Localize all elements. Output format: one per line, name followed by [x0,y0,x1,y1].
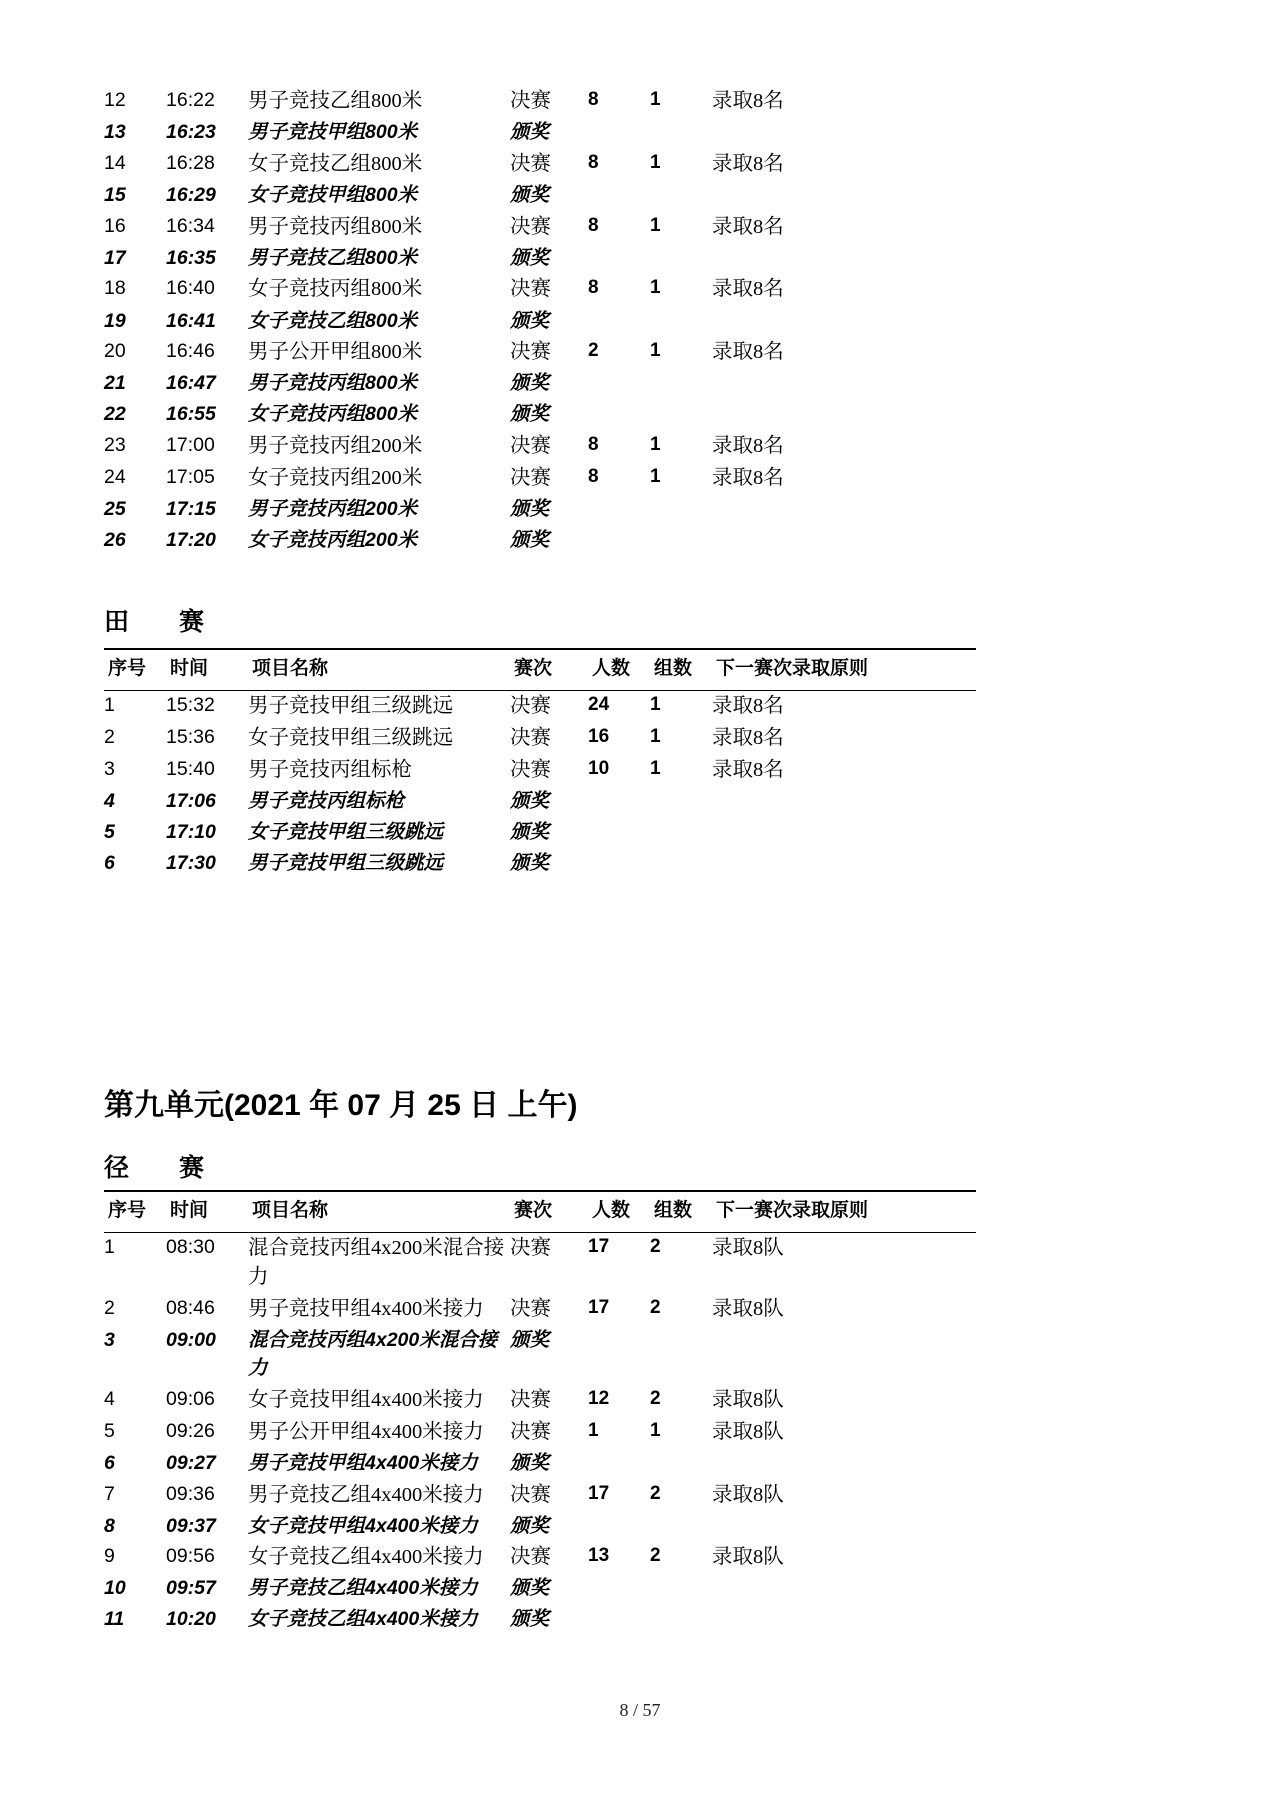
table-row [104,1512,962,1543]
row-group-count [650,1326,712,1384]
row-number: 26 [104,528,126,551]
row-number: 21 [104,372,126,395]
table-row [104,1385,962,1417]
row-round: 颁奖 [510,372,550,395]
row-round: 决赛 [510,1388,551,1411]
row-number: 16 [104,214,126,237]
row-event-name: 男子竞技甲组800米 [248,121,418,144]
column-header-no: 序号 [108,1200,147,1221]
column-header-people: 人数 [592,1200,631,1221]
row-round: 决赛 [510,152,551,175]
row-event-name: 男子竞技乙组4x400米接力 [248,1483,484,1506]
row-people-count: 8 [588,151,599,173]
row-people-count: 17 [588,1482,610,1504]
row-people-count [588,400,650,431]
row-round: 决赛 [510,1236,551,1259]
table-body [104,86,962,556]
row-qualification-rule [712,369,962,400]
row-event-name: 女子竞技丙组800米 [248,278,423,301]
row-event-name: 女子竞技丙组200米 [248,528,418,551]
row-round: 决赛 [510,727,551,750]
row-number: 6 [104,851,115,874]
row-group-count: 2 [650,1545,661,1567]
row-qualification-rule: 录取8队 [712,1546,784,1569]
row-round: 颁奖 [510,528,550,551]
row-qualification-rule: 录取8队 [712,1298,784,1321]
table-row [104,212,962,244]
row-qualification-rule [712,400,962,431]
row-time: 17:06 [166,790,216,813]
row-number: 7 [104,1482,115,1505]
table-row [104,787,962,818]
row-group-count: 1 [650,726,661,748]
row-people-count: 17 [588,1235,610,1257]
column-header-time: 时间 [170,1200,209,1221]
schedule-table-body [104,691,962,879]
row-group-count: 1 [650,693,661,715]
table-row [104,118,962,149]
table-header [104,650,966,690]
row-group-count [650,849,712,880]
table-body [104,1233,962,1636]
table-row [104,337,962,369]
row-people-count [588,1605,650,1636]
row-people-count [588,1574,650,1605]
table-row [104,431,962,463]
field-events-table [104,648,976,879]
row-group-count [650,369,712,400]
row-number: 10 [104,1577,126,1600]
row-event-name: 女子竞技甲组4x400米接力 [248,1388,484,1411]
row-time: 16:41 [166,309,216,332]
row-time: 16:47 [166,372,216,395]
row-people-count: 10 [588,758,610,780]
row-group-count [650,181,712,212]
row-number: 18 [104,277,126,300]
track-events-heading-block [104,1148,204,1184]
row-number: 14 [104,151,126,174]
row-people-count [588,495,650,526]
row-people-count [588,307,650,338]
row-group-count: 2 [650,1387,661,1409]
row-round: 颁奖 [510,1329,550,1352]
row-number: 4 [104,1387,115,1410]
field-events-heading: 田 赛 [104,608,205,636]
row-number: 11 [104,1608,125,1631]
column-header-rule: 下一赛次录取原则 [716,658,869,679]
table-row [104,1449,962,1480]
table-row [104,1294,962,1326]
row-people-count [588,118,650,149]
row-number: 24 [104,465,126,488]
row-number: 5 [104,1419,115,1442]
row-event-name: 混合竞技丙组4x200米混合接力 [248,1236,505,1289]
row-round: 颁奖 [510,121,550,144]
row-number: 15 [104,183,126,206]
row-qualification-rule: 录取8队 [712,1388,784,1411]
row-group-count: 1 [650,433,661,455]
row-number: 8 [104,1514,115,1537]
row-round: 决赛 [510,1483,551,1506]
row-round: 决赛 [510,215,551,238]
table-row [104,1326,962,1384]
row-round: 颁奖 [510,1577,550,1600]
row-qualification-rule: 录取8名 [712,694,784,717]
row-time: 16:28 [166,151,215,174]
row-people-count: 24 [588,693,610,715]
row-number: 2 [104,1297,115,1320]
row-time: 16:46 [166,340,215,363]
table-row [104,244,962,275]
row-time: 16:34 [166,214,215,237]
row-time: 17:30 [166,851,216,874]
row-qualification-rule: 录取8名 [712,215,784,238]
table-row [104,818,962,849]
row-event-name: 男子竞技甲组三级跳远 [248,694,453,717]
row-people-count: 12 [588,1387,610,1409]
row-event-name: 男子竞技丙组标枪 [248,759,412,782]
row-qualification-rule: 录取8队 [712,1236,784,1259]
row-qualification-rule [712,118,962,149]
row-time: 16:22 [166,89,215,111]
table-row [104,495,962,526]
row-qualification-rule: 录取8名 [712,278,784,301]
row-group-count: 1 [650,340,661,362]
page-footer [0,1700,1280,1721]
row-event-name: 女子竞技甲组三级跳远 [248,820,444,843]
row-people-count: 16 [588,726,610,748]
table-row [104,307,962,338]
table-row [104,1480,962,1512]
row-people-count: 2 [588,340,599,362]
table-row [104,369,962,400]
table-row [104,1605,962,1636]
row-people-count [588,1326,650,1384]
row-event-name: 女子竞技甲组4x400米接力 [248,1514,478,1537]
row-time: 09:27 [166,1451,216,1474]
schedule-table [104,1192,966,1232]
row-qualification-rule [712,244,962,275]
row-group-count: 1 [650,214,661,236]
row-event-name: 混合竞技丙组4x200米混合接力 [248,1329,498,1379]
row-number: 9 [104,1545,115,1568]
table-header [104,1192,966,1232]
column-header-groups: 组数 [654,658,693,679]
row-number: 2 [104,726,115,749]
row-group-count: 1 [650,465,661,487]
row-time: 15:40 [166,758,215,781]
row-qualification-rule: 录取8名 [712,759,784,782]
row-event-name: 男子竞技乙组800米 [248,246,418,269]
table-row [104,1417,962,1449]
row-people-count [588,1512,650,1543]
unit-title-block [104,1080,577,1124]
row-round: 决赛 [510,466,551,489]
row-people-count [588,849,650,880]
row-group-count: 1 [650,277,661,299]
row-group-count [650,400,712,431]
row-event-name: 女子竞技乙组800米 [248,152,423,175]
row-people-count [588,1449,650,1480]
row-people-count: 8 [588,433,599,455]
row-event-name: 男子竞技丙组标枪 [248,790,405,813]
row-number: 19 [104,309,126,332]
row-group-count [650,787,712,818]
row-event-name: 女子竞技乙组4x400米接力 [248,1546,484,1569]
table-header-row [104,1192,966,1232]
row-qualification-rule [712,495,962,526]
row-group-count [650,495,712,526]
row-qualification-rule [712,526,962,557]
row-people-count [588,818,650,849]
row-qualification-rule: 录取8名 [712,727,784,750]
row-group-count [650,1574,712,1605]
field-events-heading-block [104,602,204,638]
row-time: 08:30 [166,1235,215,1258]
row-event-name: 女子竞技乙组4x400米接力 [248,1608,478,1631]
row-event-name: 女子竞技甲组三级跳远 [248,727,453,750]
row-round: 颁奖 [510,790,550,813]
column-header-rule: 下一赛次录取原则 [716,1200,869,1221]
row-qualification-rule [712,1574,962,1605]
row-number: 6 [104,1451,115,1474]
row-round: 颁奖 [510,497,550,520]
track-events-table-continued [104,86,962,556]
row-qualification-rule [712,1326,962,1384]
row-people-count: 8 [588,465,599,487]
track-events-heading: 径 赛 [104,1154,205,1182]
row-qualification-rule: 录取8名 [712,466,784,489]
track-events-table [104,1190,976,1636]
table-row [104,86,962,118]
row-round: 颁奖 [510,1451,550,1474]
row-event-name: 女子竞技乙组800米 [248,309,418,332]
row-qualification-rule [712,787,962,818]
row-event-name: 男子竞技丙组200米 [248,434,423,457]
table-body [104,691,962,879]
table-header-row [104,650,966,690]
row-group-count [650,526,712,557]
row-time: 09:36 [166,1482,215,1505]
row-time: 09:37 [166,1514,216,1537]
column-header-round: 赛次 [514,1200,553,1221]
row-round: 颁奖 [510,820,550,843]
row-people-count [588,787,650,818]
row-group-count [650,118,712,149]
column-header-name: 项目名称 [252,1200,329,1221]
row-event-name: 男子竞技乙组800米 [248,90,423,112]
row-group-count [650,818,712,849]
row-time: 09:57 [166,1577,216,1600]
row-event-name: 男子竞技甲组三级跳远 [248,851,444,874]
row-group-count [650,1605,712,1636]
row-qualification-rule [712,1512,962,1543]
column-header-groups: 组数 [654,1200,693,1221]
row-people-count [588,244,650,275]
row-number: 3 [104,758,115,781]
row-people-count: 8 [588,214,599,236]
row-event-name: 女子竞技甲组800米 [248,183,418,206]
table-row [104,1574,962,1605]
table-row [104,400,962,431]
column-header-time: 时间 [170,658,209,679]
row-time: 15:32 [166,693,215,716]
row-qualification-rule: 录取8名 [712,90,784,112]
row-number: 25 [104,497,126,520]
row-round: 决赛 [510,434,551,457]
row-time: 08:46 [166,1297,215,1320]
row-round: 颁奖 [510,851,550,874]
row-qualification-rule [712,181,962,212]
row-round: 颁奖 [510,309,550,332]
row-time: 16:55 [166,402,216,425]
row-group-count: 1 [650,89,661,110]
table-row [104,463,962,495]
row-people-count: 17 [588,1297,610,1319]
row-qualification-rule [712,818,962,849]
row-number: 12 [104,89,126,111]
row-group-count [650,244,712,275]
table-row [104,274,962,306]
column-header-people: 人数 [592,658,631,679]
row-time: 16:40 [166,277,215,300]
row-people-count [588,369,650,400]
row-people-count: 8 [588,89,599,110]
column-header-no: 序号 [108,658,147,679]
row-group-count [650,307,712,338]
row-number: 1 [104,693,115,716]
row-people-count: 8 [588,277,599,299]
row-group-count: 1 [650,151,661,173]
row-qualification-rule: 录取8队 [712,1420,784,1443]
row-event-name: 女子竞技丙组800米 [248,402,418,425]
table-row [104,526,962,557]
row-event-name: 男子竞技丙组800米 [248,372,418,395]
row-round: 决赛 [510,694,551,717]
row-round: 颁奖 [510,246,550,269]
row-qualification-rule [712,1449,962,1480]
row-group-count: 2 [650,1235,661,1257]
row-number: 17 [104,246,126,269]
schedule-table [104,650,966,690]
row-event-name: 男子竞技甲组4x400米接力 [248,1298,484,1321]
row-round: 颁奖 [510,1608,550,1631]
row-round: 决赛 [510,759,551,782]
row-group-count: 2 [650,1297,661,1319]
row-qualification-rule [712,1605,962,1636]
row-round: 决赛 [510,278,551,301]
row-time: 16:23 [166,121,216,144]
row-people-count [588,181,650,212]
row-group-count: 1 [650,1419,661,1441]
row-time: 10:20 [166,1608,216,1631]
table-row [104,849,962,880]
row-people-count [588,526,650,557]
row-round: 决赛 [510,90,551,112]
row-round: 决赛 [510,1298,551,1321]
row-event-name: 男子竞技丙组200米 [248,497,418,520]
row-round: 决赛 [510,1546,551,1569]
row-number: 20 [104,340,126,363]
row-group-count: 1 [650,758,661,780]
row-qualification-rule: 录取8名 [712,341,784,364]
row-qualification-rule [712,849,962,880]
table-row [104,691,962,723]
schedule-table-body [104,1233,962,1636]
row-people-count: 13 [588,1545,610,1567]
row-number: 1 [104,1235,115,1258]
row-time: 17:10 [166,820,216,843]
row-time: 17:15 [166,497,216,520]
row-time: 09:00 [166,1329,216,1352]
row-event-name: 女子竞技丙组200米 [248,466,423,489]
unit-title: 第九单元(2021 年 07 月 25 日 上午) [104,1089,578,1122]
row-round: 决赛 [510,341,551,364]
row-time: 09:06 [166,1387,215,1410]
row-number: 13 [104,121,126,144]
row-time: 17:20 [166,528,216,551]
row-event-name: 男子公开甲组800米 [248,341,423,364]
row-time: 17:05 [166,465,215,488]
row-event-name: 男子竞技丙组800米 [248,215,423,238]
table-row [104,1542,962,1574]
table-row [104,149,962,181]
column-header-name: 项目名称 [252,658,329,679]
table-row [104,755,962,787]
row-number: 5 [104,820,115,843]
row-round: 颁奖 [510,1514,550,1537]
row-number: 22 [104,402,126,425]
row-round: 决赛 [510,1420,551,1443]
row-qualification-rule: 录取8名 [712,434,784,457]
schedule-table [104,86,962,556]
row-group-count: 2 [650,1482,661,1504]
row-event-name: 男子竞技甲组4x400米接力 [248,1451,478,1474]
table-row [104,181,962,212]
row-time: 09:26 [166,1419,215,1442]
row-round: 颁奖 [510,402,550,425]
row-time: 16:29 [166,183,216,206]
row-people-count: 1 [588,1419,599,1441]
row-number: 23 [104,433,126,456]
table-row [104,723,962,755]
page-number: 8 / 57 [619,1700,661,1720]
row-group-count [650,1512,712,1543]
row-number: 4 [104,790,115,813]
row-time: 15:36 [166,726,215,749]
row-time: 09:56 [166,1545,215,1568]
row-qualification-rule [712,307,962,338]
table-row [104,1233,962,1294]
row-time: 17:00 [166,433,215,456]
row-number: 3 [104,1329,115,1352]
column-header-round: 赛次 [514,658,553,679]
row-group-count [650,1449,712,1480]
row-round: 颁奖 [510,183,550,206]
row-event-name: 男子竞技乙组4x400米接力 [248,1577,478,1600]
row-qualification-rule: 录取8队 [712,1483,784,1506]
row-time: 16:35 [166,246,216,269]
row-event-name: 男子公开甲组4x400米接力 [248,1420,484,1443]
row-qualification-rule: 录取8名 [712,152,784,175]
